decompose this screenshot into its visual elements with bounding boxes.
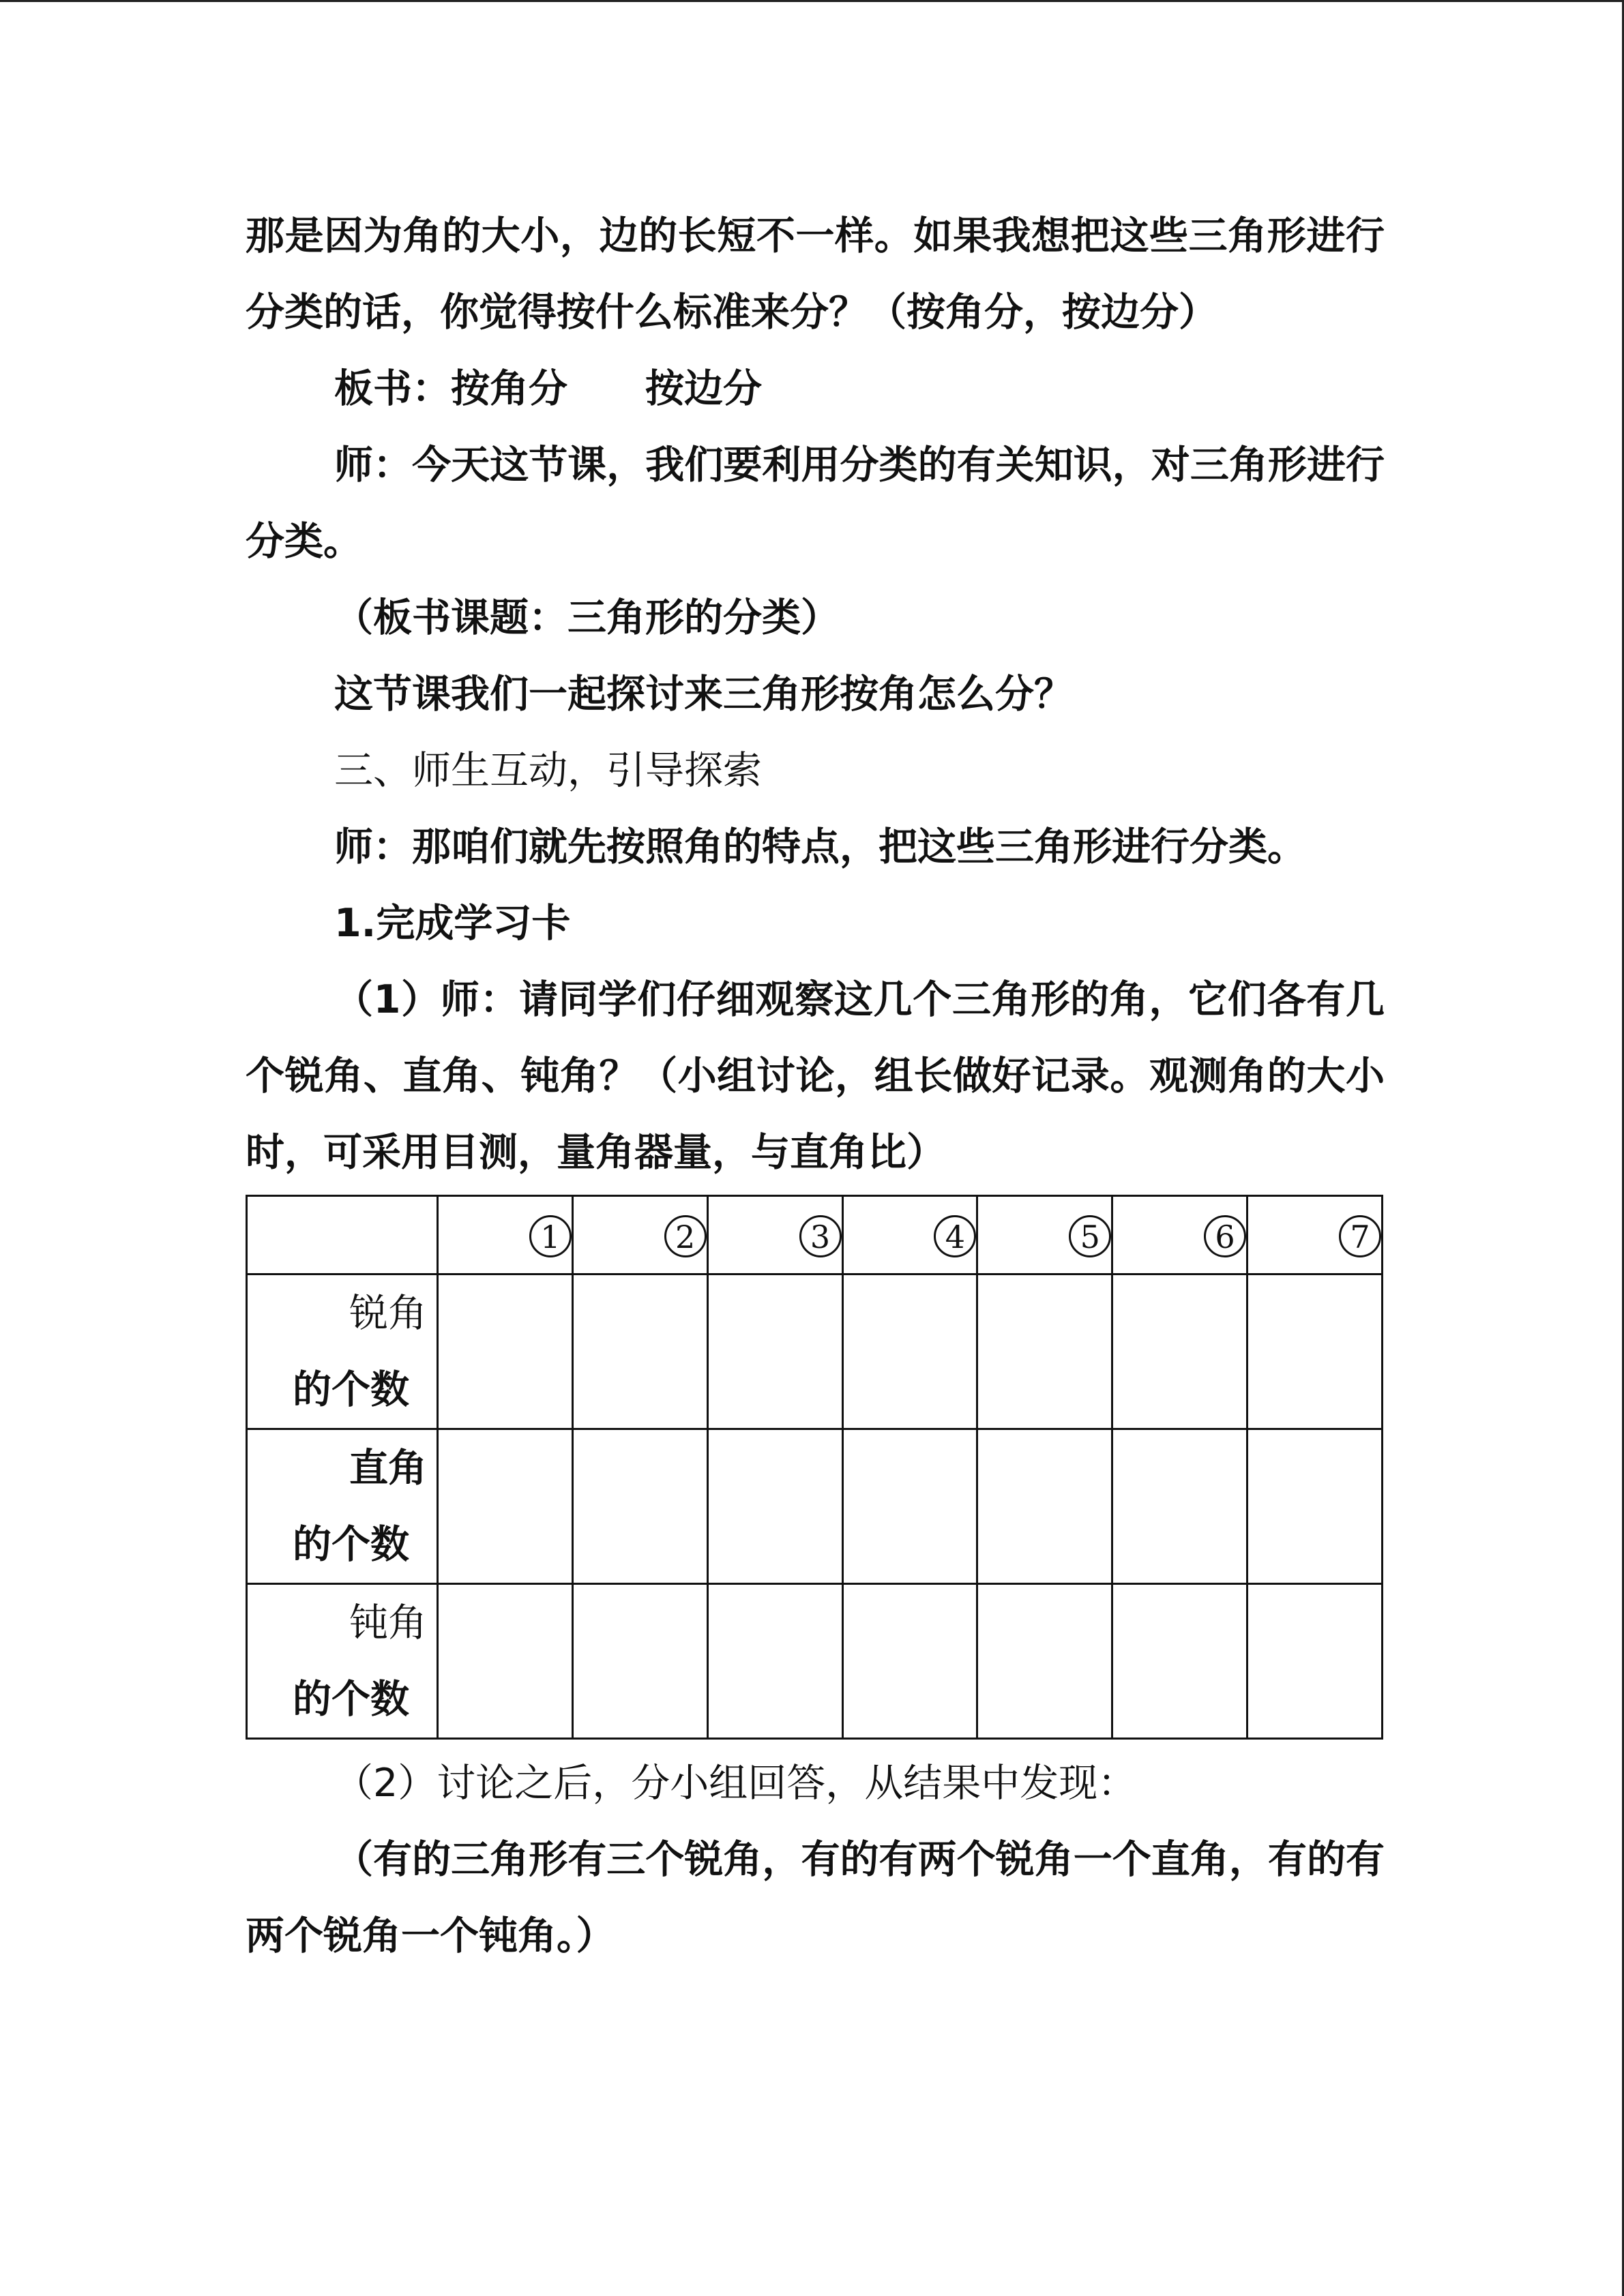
paragraph-lesson-question: 这节课我们一起探讨来三角形按角怎么分？ — [334, 672, 1073, 717]
table-header-cell — [842, 1196, 977, 1274]
circled-number: 1 — [529, 1215, 572, 1257]
circled-number: 4 — [934, 1215, 976, 1257]
table-cell[interactable] — [977, 1429, 1112, 1584]
paragraph-task-2: （2）讨论之后，分小组回答，从结果中发现： — [334, 1761, 1137, 1806]
table-cell[interactable] — [438, 1584, 573, 1739]
task-heading: 1.完成学习卡 — [334, 901, 571, 946]
table-cell[interactable] — [977, 1584, 1112, 1739]
table-cell[interactable] — [707, 1584, 842, 1739]
table-cell[interactable] — [707, 1274, 842, 1429]
row-label-acute — [247, 1274, 438, 1429]
table-cell[interactable] — [1247, 1429, 1383, 1584]
row-label-line: 钝角 — [349, 1600, 427, 1645]
table-row-right — [247, 1429, 1383, 1584]
table-cell[interactable] — [1112, 1429, 1247, 1584]
row-label-obtuse — [247, 1584, 438, 1739]
paragraph-1: 那是因为角的大小，边的长短不一样。如果我想把这些三角形进行分类的话，你觉得按什么标准来分？（按角分，按边分） — [246, 213, 1385, 335]
circled-number: 3 — [799, 1215, 842, 1257]
table-cell[interactable] — [1247, 1584, 1383, 1739]
row-label-line: 的个数 — [293, 1522, 409, 1567]
table-row-obtuse — [247, 1584, 1383, 1739]
circled-number: 2 — [664, 1215, 707, 1257]
table-corner-cell — [247, 1196, 438, 1274]
row-label-line: 锐角 — [349, 1291, 427, 1336]
paragraph-blackboard: 板书：按角分 按边分 — [334, 366, 762, 411]
table-cell[interactable] — [842, 1274, 977, 1429]
paragraph-teacher-intro: 师：今天这节课，我们要利用分类的有关知识，对三角形进行分类。 — [246, 443, 1385, 564]
table-row-acute — [247, 1274, 1383, 1429]
table-cell[interactable] — [572, 1274, 707, 1429]
table-header-cell — [1112, 1196, 1247, 1274]
table-header-cell — [977, 1196, 1112, 1274]
circled-number: 6 — [1204, 1215, 1246, 1257]
document-body — [246, 198, 1385, 1974]
table-header-cell — [438, 1196, 573, 1274]
study-card-table — [246, 1195, 1383, 1740]
row-label-right — [247, 1429, 438, 1584]
table-cell[interactable] — [977, 1274, 1112, 1429]
row-label-line: 直角 — [349, 1446, 427, 1491]
section-heading: 三、师生互动，引导探索 — [334, 748, 762, 793]
table-header-cell — [707, 1196, 842, 1274]
table-header-row — [247, 1196, 1383, 1274]
table-cell[interactable] — [438, 1429, 573, 1584]
circled-number: 5 — [1069, 1215, 1111, 1257]
table-cell[interactable] — [438, 1274, 573, 1429]
paragraph-lesson-title: （板书课题：三角形的分类） — [334, 595, 840, 640]
table-cell[interactable] — [842, 1429, 977, 1584]
circled-number: 7 — [1339, 1215, 1381, 1257]
table-cell[interactable] — [572, 1584, 707, 1739]
table-header-cell — [572, 1196, 707, 1274]
table-cell[interactable] — [707, 1429, 842, 1584]
table-header-cell — [1247, 1196, 1383, 1274]
table-cell[interactable] — [1112, 1274, 1247, 1429]
row-label-line: 的个数 — [293, 1677, 409, 1722]
table-cell[interactable] — [1247, 1274, 1383, 1429]
table-cell[interactable] — [572, 1429, 707, 1584]
paragraph-task-1: （1）师：请同学们仔细观察这几个三角形的角，它们各有几个锐角、直角、钝角？（小组讨论，组长做好记录。观测角的大小时，可采用目测，量角器量，与直角比） — [246, 977, 1385, 1175]
paragraph-findings: （有的三角形有三个锐角，有的有两个锐角一个直角，有的有两个锐角一个钝角。） — [246, 1837, 1385, 1958]
table-cell[interactable] — [842, 1584, 977, 1739]
table-cell[interactable] — [1112, 1584, 1247, 1739]
paragraph-teacher-classify: 师：那咱们就先按照角的特点，把这些三角形进行分类。 — [334, 824, 1306, 869]
row-label-line: 的个数 — [293, 1367, 409, 1412]
